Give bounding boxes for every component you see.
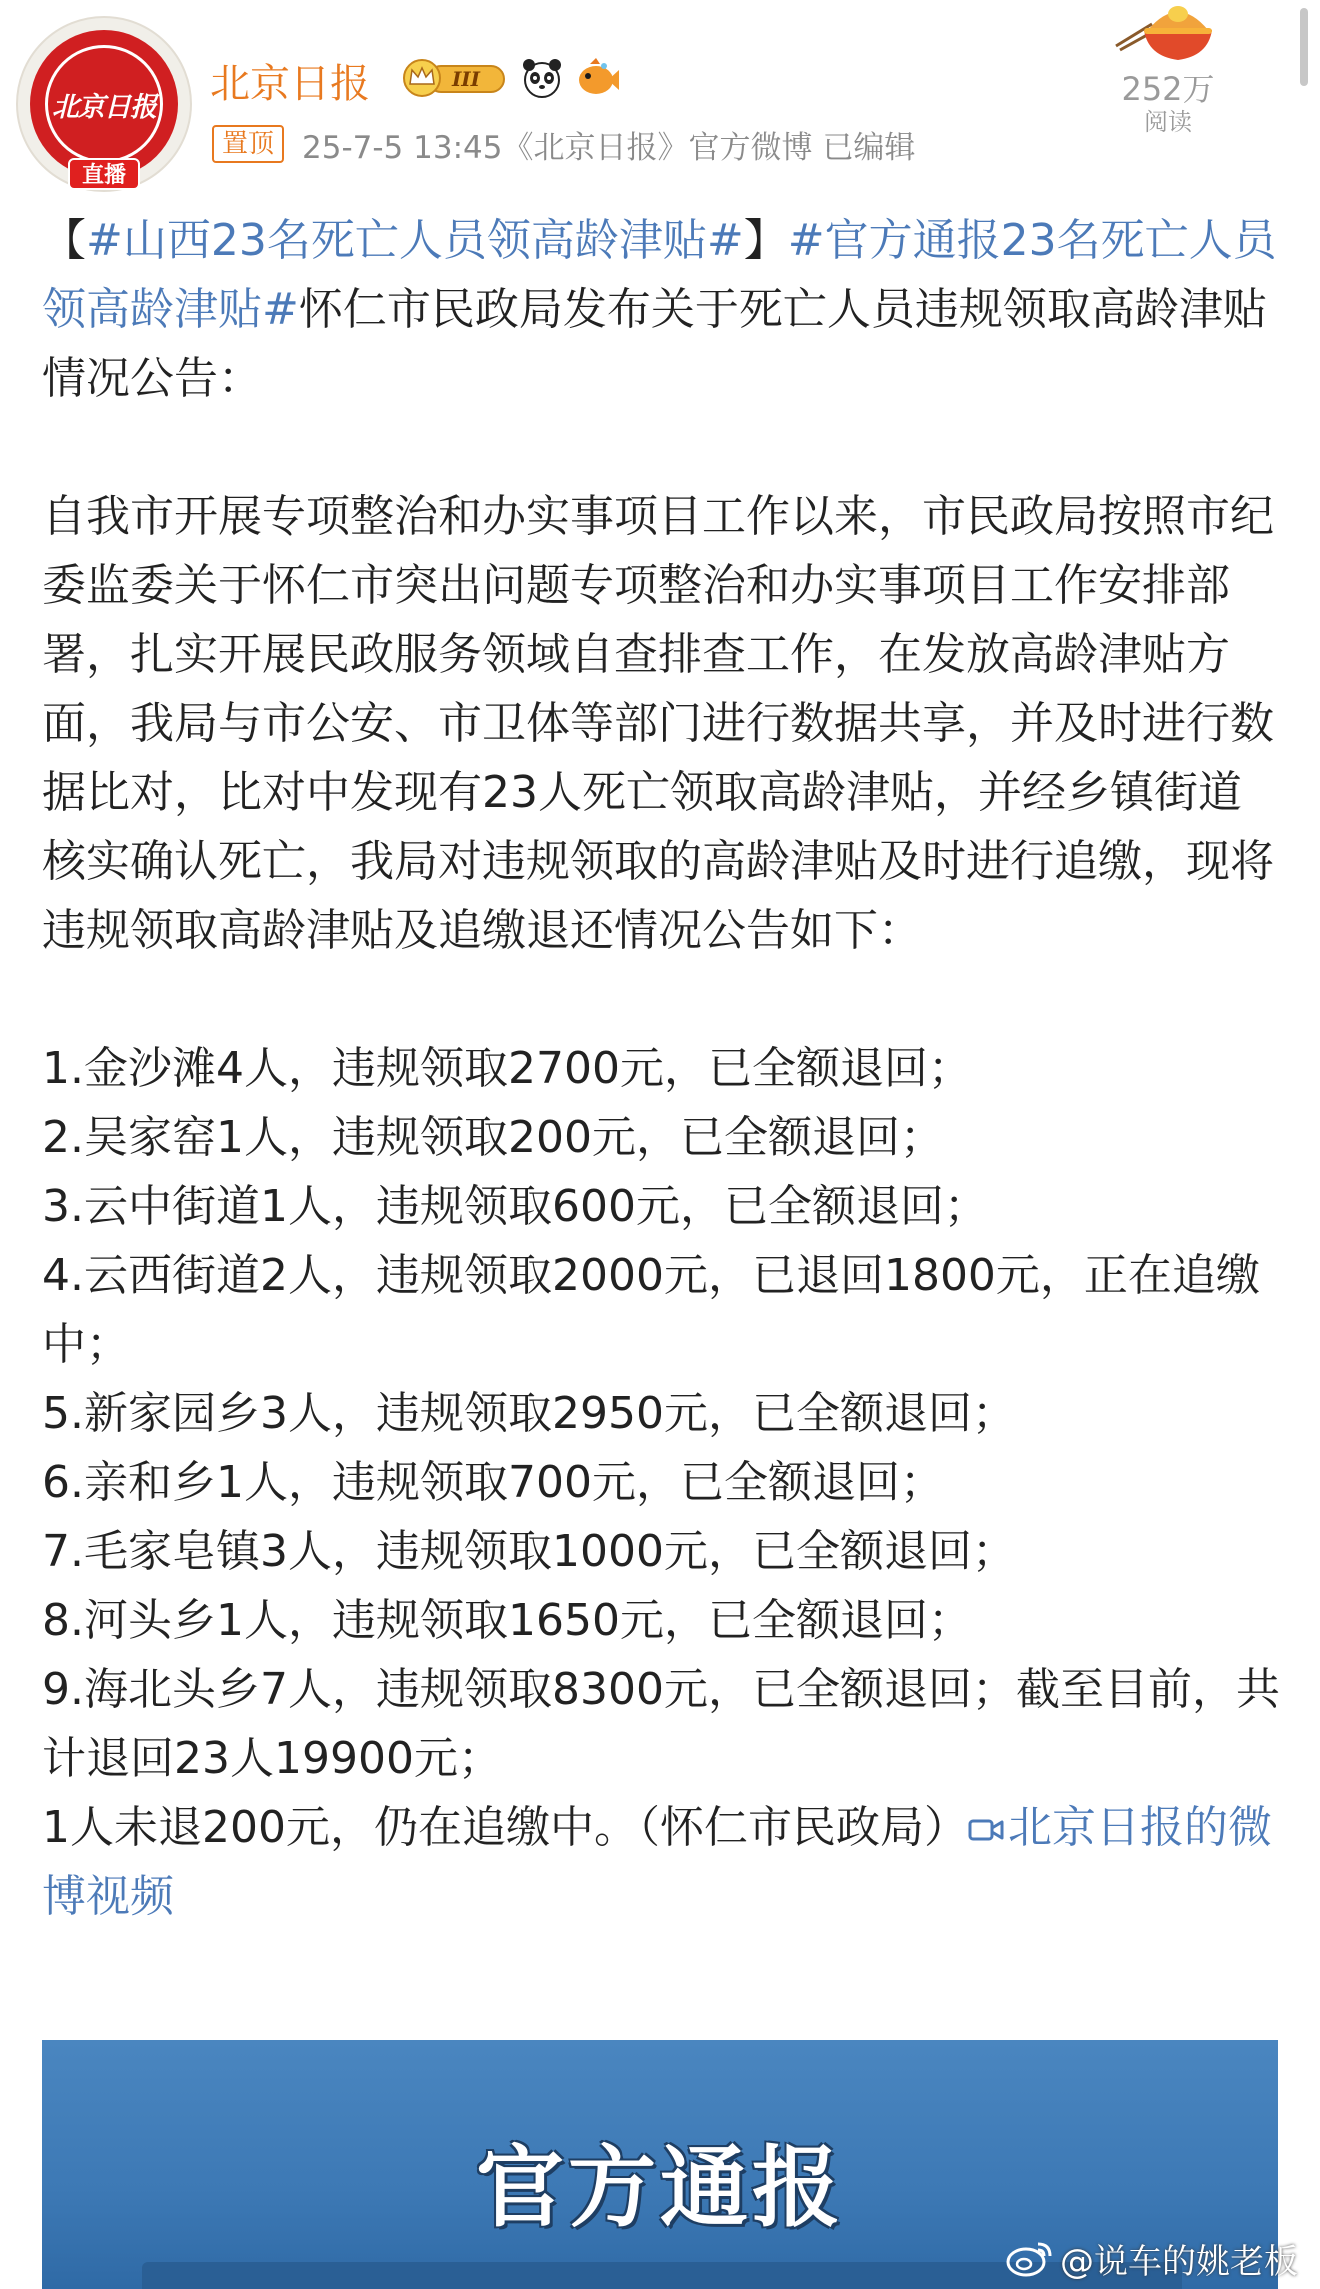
post-body — [42, 206, 1282, 1931]
list-item: 6.亲和乡1人，违规领取700元，已全额退回； — [42, 1457, 944, 1508]
watermark-text: @说车的姚老板 — [1060, 2241, 1298, 2282]
read-count: 252万 — [1121, 70, 1215, 108]
pinned-tag: 置顶 — [212, 125, 284, 163]
video-link-text: 北京日报的微博视频 — [42, 1802, 1272, 1922]
read-label: 阅读 — [1144, 108, 1192, 136]
paragraph-gap — [42, 965, 1282, 1034]
scrollbar[interactable] — [1300, 8, 1308, 86]
list-item: 3.云中街道1人，违规领取600元，已全额退回； — [42, 1181, 988, 1232]
list-item: 9.海北头乡7人，违规领取8300元，已全额退回；截至目前，共计退回23人19900元； — [42, 1664, 1280, 1784]
post-lead-text: 怀仁市民政局发布关于死亡人员违规领取高龄津贴情况公告： — [42, 284, 1267, 404]
post-lead — [42, 206, 1282, 413]
list-item: 5.新家园乡3人，违规领取2950元，已全额退回； — [42, 1388, 1016, 1439]
crown-level-text: III — [451, 67, 481, 91]
post-last-line-text: 1人未退200元，仍在追缴中。（怀仁市民政局） — [42, 1802, 968, 1853]
weibo-logo-icon — [1006, 2238, 1054, 2278]
watermark — [1006, 2234, 1298, 2282]
post-timestamp-source: 25-7-5 13:45《北京日报》官方微博 已编辑 — [302, 129, 916, 166]
live-badge[interactable]: 直播 — [68, 158, 140, 190]
avatar-logo-text: 北京日报 — [45, 45, 163, 163]
post-paragraph: 自我市开展专项整治和办实事项目工作以来，市民政局按照市纪委监委关于怀仁市突出问题专项整治和办实事项目工作安排部署，扎实开展民政服务领域自查排查工作，在发放高龄津贴方面，我局与市公安、市卫体等部门进行数据共享，并及时进行数据比对，比对中发现有23人死亡领取高龄津贴，并经乡镇街道核实确认死亡，我局对违规领取的高龄津贴及时进行追缴，现将违规领取高龄津贴及追缴退还情况公告如下： — [42, 491, 1274, 956]
list-item: 4.云西街道2人，违规领取2000元，已退回1800元，正在追缴中； — [42, 1250, 1260, 1370]
avatar[interactable] — [30, 30, 178, 178]
bracket-close: 】 — [743, 215, 788, 266]
post-meta — [212, 124, 915, 164]
bracket-open: 【 — [42, 215, 86, 266]
list-item: 7.毛家皂镇3人，违规领取1000元，已全额退回； — [42, 1526, 1016, 1577]
list-item: 2.吴家窑1人，违规领取200元，已全额退回； — [42, 1112, 944, 1163]
topic-link-shanxi[interactable]: #山西23名死亡人员领高龄津贴# — [86, 215, 744, 266]
user-name[interactable]: 北京日报 — [210, 61, 370, 107]
hotpot-icon — [1108, 0, 1228, 70]
video-icon — [968, 1816, 1004, 1844]
post-last-line — [42, 1793, 1282, 1931]
topic-link-official-notice[interactable]: #官方通报23名死亡人员领高龄津贴# — [42, 215, 1277, 335]
paragraph-gap — [42, 413, 1282, 482]
crown-badge-icon[interactable] — [400, 58, 510, 98]
panda-icon[interactable] — [520, 56, 564, 100]
image-title: 官方通报 — [475, 2135, 844, 2239]
post-header — [0, 0, 1320, 200]
list-item: 1.金沙滩4人，违规领取2700元，已全额退回； — [42, 1043, 972, 1094]
fish-icon[interactable] — [574, 58, 620, 98]
list-item: 8.河头乡1人，违规领取1650元，已全额退回； — [42, 1595, 972, 1646]
